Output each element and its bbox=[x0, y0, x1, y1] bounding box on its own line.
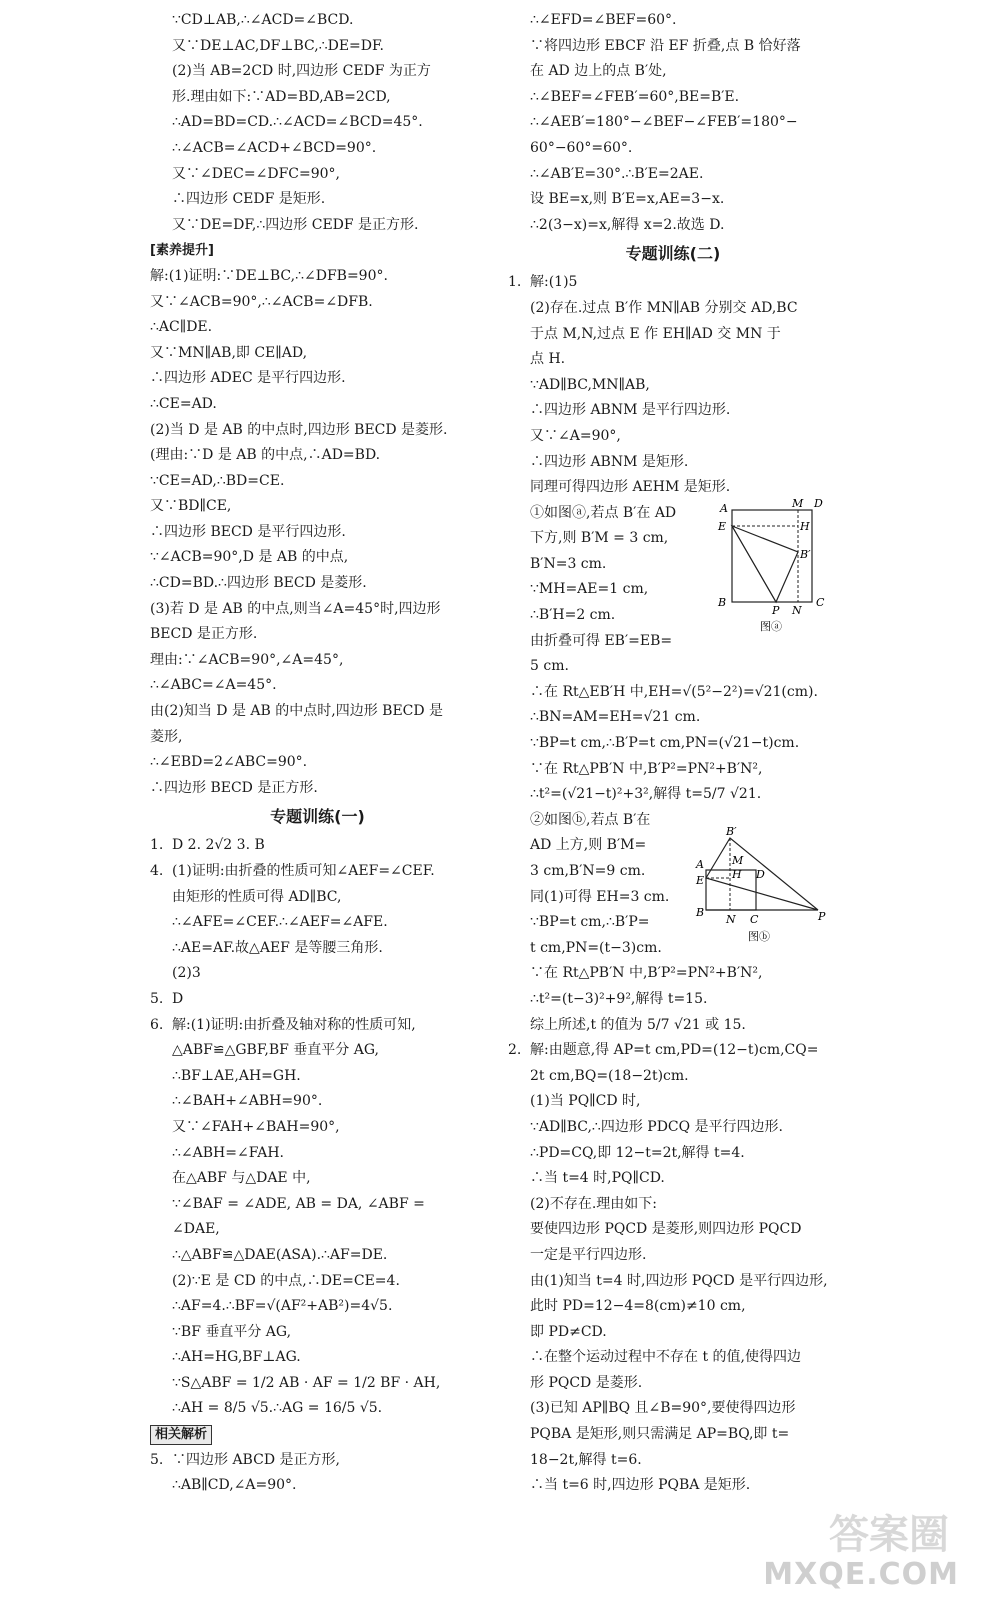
text-line bbox=[508, 450, 838, 476]
line-text: ∴BN=AM=EH=√21 cm. bbox=[530, 709, 701, 726]
text-line bbox=[508, 136, 838, 162]
line-text: (1)当 PQ∥CD 时, bbox=[530, 1093, 641, 1110]
line-text: 综上所述,t 的值为 5/7 √21 或 15. bbox=[530, 1016, 746, 1033]
text-line bbox=[150, 1038, 485, 1064]
line-text: 一定是平行四边形. bbox=[530, 1246, 647, 1263]
line-text: 由(1)知当 t=4 时,四边形 PQCD 是平行四边形, bbox=[530, 1272, 828, 1289]
line-text: ∵在 Rt△PB′N 中,B′P²=PN²+B′N², bbox=[530, 760, 763, 777]
text-line bbox=[150, 1192, 485, 1218]
text-line bbox=[508, 8, 838, 34]
figure-b bbox=[694, 826, 834, 944]
text-line bbox=[150, 418, 485, 444]
line-text: 点 H. bbox=[530, 351, 566, 368]
text-line bbox=[150, 1371, 485, 1397]
line-text: 解:由题意,得 AP=t cm,PD=(12−t)cm,CQ= bbox=[530, 1042, 819, 1059]
line-text: 又∵∠DEC=∠DFC=90°, bbox=[172, 165, 340, 182]
line-text: ∵在 Rt△PB′N 中,B′P²=PN²+B′N², bbox=[530, 965, 763, 982]
line-text: (2)不存在.理由如下: bbox=[530, 1195, 657, 1212]
fig-a-label-E: E bbox=[718, 520, 727, 533]
fig-b-label-H: H bbox=[732, 868, 742, 881]
line-text: 要使四边形 PQCD 是菱形,则四边形 PQCD bbox=[530, 1221, 802, 1238]
line-text: (1)证明:由折叠的性质可知∠AEF=∠CEF. bbox=[172, 863, 435, 879]
text-line bbox=[508, 187, 838, 213]
line-text: 由折叠可得 EB′=EB= bbox=[530, 632, 673, 649]
line-text: 由矩形的性质可得 AD∥BC, bbox=[172, 888, 342, 905]
text-line bbox=[150, 571, 485, 597]
line-text: ∴∠AEB′=180°−∠BEF−∠FEB′=180°− bbox=[530, 114, 798, 131]
line-text: (2)存在.过点 B′作 MN∥AB 分别交 AD,BC bbox=[530, 299, 798, 316]
text-line bbox=[508, 1038, 838, 1064]
text-line bbox=[150, 1243, 485, 1269]
fig-b-label-E: E bbox=[696, 874, 705, 887]
text-line bbox=[150, 494, 485, 520]
line-text: ∴AF=4.∴BF=√(AF²+AB²)=4√5. bbox=[172, 1298, 393, 1315]
text-line bbox=[508, 936, 710, 962]
text-line bbox=[150, 85, 485, 111]
text-line bbox=[150, 1294, 485, 1320]
text-line bbox=[150, 1448, 485, 1474]
section-tag: 相关解析 bbox=[150, 1425, 212, 1445]
text-line bbox=[150, 110, 485, 136]
fig-b-label-M: M bbox=[732, 854, 744, 867]
line-text: ∴在整个运动过程中不存在 t 的值,使得四边 bbox=[530, 1349, 801, 1366]
line-text: 理由:∵∠ACB=90°,∠A=45°, bbox=[150, 651, 344, 668]
text-line bbox=[508, 1396, 838, 1422]
text-line bbox=[150, 1013, 485, 1039]
line-text: ∴AB∥CD,∠A=90°. bbox=[172, 1477, 297, 1494]
line-text: ∴当 t=6 时,四边形 PQBA 是矩形. bbox=[530, 1477, 751, 1494]
line-text: ∴BF⊥AE,AH=GH. bbox=[172, 1067, 301, 1084]
line-text: ∴AH = 8/5 √5.∴AG = 16/5 √5. bbox=[172, 1400, 383, 1417]
line-text: 又∵DE⊥AC,DF⊥BC,∴DE=DF. bbox=[172, 37, 384, 54]
line-text: D bbox=[172, 990, 184, 1007]
line-text: 又∵∠A=90°, bbox=[530, 427, 621, 444]
line-text: ①如图ⓐ,若点 B′在 AD bbox=[530, 504, 677, 521]
line-text: ∴∠ABH=∠FAH. bbox=[172, 1144, 284, 1161]
line-text: ∵BF 垂直平分 AG, bbox=[172, 1323, 292, 1340]
line-text: ∠DAE, bbox=[172, 1221, 220, 1238]
text-line bbox=[508, 110, 838, 136]
text-line bbox=[508, 629, 710, 655]
text-line bbox=[150, 987, 485, 1013]
text-line bbox=[508, 424, 838, 450]
line-text: 设 BE=x,则 B′E=x,AE=3−x. bbox=[530, 191, 725, 208]
item-number: 4. bbox=[150, 863, 164, 879]
text-line bbox=[508, 1217, 838, 1243]
text-line bbox=[150, 1166, 485, 1192]
text-line bbox=[150, 290, 485, 316]
item-number: 1. bbox=[150, 837, 164, 854]
text-line bbox=[508, 1269, 838, 1295]
text-line bbox=[150, 1345, 485, 1371]
line-text: (2)当 D 是 AB 的中点时,四边形 BECD 是菱形. bbox=[150, 421, 448, 438]
line-text: ∴∠EFD=∠BEF=60°. bbox=[530, 12, 677, 28]
line-text: ∴四边形 ABNM 是矩形. bbox=[530, 453, 689, 470]
text-line bbox=[150, 34, 485, 60]
line-text: ∴AD=BD=CD.∴∠ACD=∠BCD=45°. bbox=[172, 114, 423, 131]
text-line bbox=[150, 315, 485, 341]
line-text: ∵MH=AE=1 cm, bbox=[530, 581, 649, 598]
text-line bbox=[508, 1243, 838, 1269]
text-line bbox=[508, 552, 710, 578]
text-line bbox=[150, 1473, 485, 1499]
line-text: t cm,PN=(t−3)cm. bbox=[530, 939, 662, 956]
line-text: 在△ABF 与△DAE 中, bbox=[172, 1170, 311, 1187]
section-title: 专题训练(二) bbox=[625, 244, 721, 264]
text-line bbox=[150, 725, 485, 751]
text-line bbox=[508, 731, 838, 757]
line-text: ∴AH=HG,BF⊥AG. bbox=[172, 1349, 301, 1366]
text-line bbox=[150, 1115, 485, 1141]
text-line bbox=[508, 987, 838, 1013]
text-line bbox=[150, 1396, 485, 1422]
text-line bbox=[508, 1192, 838, 1218]
fig-b-label-P: P bbox=[818, 910, 826, 923]
line-text: 形.理由如下:∵AD=BD,AB=2CD, bbox=[172, 88, 391, 105]
line-text: ∵∠BAF = ∠ADE, AB = DA, ∠ABF = bbox=[172, 1195, 425, 1212]
line-text: ∴四边形 BECD 是正方形. bbox=[150, 779, 318, 796]
fig-b-label-C: C bbox=[750, 913, 759, 926]
watermark-url: MXQE.COM bbox=[763, 1557, 959, 1592]
text-line bbox=[508, 885, 710, 911]
text-line bbox=[508, 705, 838, 731]
line-text: ∴∠AB′E=30°.∴B′E=2AE. bbox=[530, 165, 704, 182]
text-line bbox=[150, 648, 485, 674]
text-line bbox=[150, 936, 485, 962]
text-line bbox=[508, 1320, 838, 1346]
line-text: ∴四边形 BECD 是平行四边形. bbox=[150, 523, 346, 540]
line-text: 又∵BD∥CE, bbox=[150, 498, 232, 515]
text-line bbox=[508, 910, 710, 936]
text-line bbox=[508, 603, 710, 629]
fig-a-label-D: D bbox=[814, 498, 823, 510]
line-text: 同理可得四边形 AEHM 是矩形. bbox=[530, 479, 731, 496]
text-line bbox=[508, 577, 710, 603]
line-text: B′N=3 cm. bbox=[530, 555, 607, 572]
text-line bbox=[150, 1320, 485, 1346]
line-text: ∵AD∥BC,∴四边形 PDCQ 是平行四边形. bbox=[530, 1118, 784, 1135]
text-line bbox=[508, 501, 710, 527]
text-line bbox=[150, 341, 485, 367]
text-line bbox=[508, 1371, 838, 1397]
line-text: 由(2)知当 D 是 AB 的中点时,四边形 BECD 是 bbox=[150, 703, 444, 720]
line-text: 又∵∠ACB=90°,∴∠ACB=∠DFB. bbox=[150, 293, 373, 310]
line-text: ∴在 Rt△EB′H 中,EH=√(5²−2²)=√21(cm). bbox=[530, 683, 818, 700]
item-number: 1. bbox=[508, 274, 522, 291]
fig-b-label-Bprime: B′ bbox=[726, 826, 737, 838]
line-text: ∴∠AFE=∠CEF.∴∠AEF=∠AFE. bbox=[172, 914, 388, 931]
fig-b-label-N: N bbox=[726, 913, 736, 926]
text-line bbox=[150, 136, 485, 162]
fig-a-label-A: A bbox=[720, 502, 728, 515]
line-text: ∴∠EBD=2∠ABC=90°. bbox=[150, 754, 308, 771]
line-text: ∴AC∥DE. bbox=[150, 319, 213, 336]
fig-a-label-B: B bbox=[718, 596, 727, 609]
line-text: (理由:∵D 是 AB 的中点,∴AD=BD. bbox=[150, 447, 381, 464]
line-text: 解:(1)证明:由折叠及轴对称的性质可知, bbox=[172, 1016, 416, 1033]
line-text: 又∵∠FAH+∠BAH=90°, bbox=[172, 1118, 340, 1135]
fig-a-label-M: M bbox=[792, 498, 804, 510]
line-text: ∴PD=CQ,即 12−t=2t,解得 t=4. bbox=[530, 1144, 745, 1161]
line-text: ∵AD∥BC,MN∥AB, bbox=[530, 376, 650, 393]
text-line bbox=[150, 1217, 485, 1243]
text-line bbox=[150, 1089, 485, 1115]
line-text: 于点 M,N,过点 E 作 EH∥AD 交 MN 于 bbox=[530, 325, 781, 342]
fig-b-label-B: B bbox=[696, 906, 705, 919]
line-text: 同(1)可得 EH=3 cm. bbox=[530, 888, 670, 905]
text-line bbox=[508, 1448, 838, 1474]
line-text: ∵CE=AD,∴BD=CE. bbox=[150, 472, 285, 489]
figure-b-diagram bbox=[694, 826, 834, 944]
line-text: (3)若 D 是 AB 的中点,则当∠A=45°时,四边形 bbox=[150, 600, 441, 617]
line-text: 此时 PD=12−4=8(cm)≠10 cm, bbox=[530, 1298, 746, 1315]
section-tag-row bbox=[150, 1422, 485, 1448]
line-text: 解:(1)5 bbox=[530, 274, 578, 291]
section-tag: [素养提升] bbox=[150, 243, 214, 259]
item-number: 6. bbox=[150, 1016, 164, 1033]
line-text: 即 PD≠CD. bbox=[530, 1323, 607, 1340]
line-text: ∴∠ACB=∠ACD+∠BCD=90°. bbox=[172, 139, 377, 156]
line-text: ②如图ⓑ,若点 B′在 bbox=[530, 811, 651, 828]
item-number: 5. bbox=[150, 990, 164, 1007]
text-line bbox=[150, 910, 485, 936]
text-line bbox=[150, 1141, 485, 1167]
line-text: 2t cm,BQ=(18−2t)cm. bbox=[530, 1067, 689, 1084]
line-text: (2)当 AB=2CD 时,四边形 CEDF 为正方 bbox=[172, 63, 431, 80]
line-text: 形 PQCD 是菱形. bbox=[530, 1374, 643, 1391]
text-line bbox=[508, 1141, 838, 1167]
line-text: 菱形, bbox=[150, 728, 183, 745]
text-line bbox=[508, 808, 710, 834]
text-line bbox=[150, 859, 485, 885]
fig-a-label-Bprime: B′ bbox=[800, 548, 811, 561]
text-line bbox=[150, 622, 485, 648]
watermark bbox=[763, 1512, 969, 1594]
item-number: 5. bbox=[150, 1451, 164, 1468]
text-line bbox=[508, 1089, 838, 1115]
text-line bbox=[508, 1473, 838, 1499]
figure-a-diagram bbox=[714, 498, 830, 636]
text-line bbox=[150, 392, 485, 418]
item-number: 2. bbox=[508, 1042, 522, 1059]
text-line bbox=[508, 59, 838, 85]
text-line bbox=[150, 1269, 485, 1295]
text-line bbox=[150, 597, 485, 623]
text-line bbox=[508, 296, 838, 322]
text-line bbox=[508, 1345, 838, 1371]
text-line bbox=[508, 1013, 838, 1039]
line-text: 解:(1)证明:∵DE⊥BC,∴∠DFB=90°. bbox=[150, 267, 388, 284]
line-text: ∵将四边形 EBCF 沿 EF 折叠,点 B 恰好落 bbox=[530, 37, 801, 54]
text-line bbox=[508, 347, 838, 373]
line-text: 下方,则 B′M = 3 cm, bbox=[530, 530, 669, 547]
line-text: ∴2(3−x)=x,解得 x=2.故选 D. bbox=[530, 216, 725, 233]
text-line bbox=[508, 213, 838, 239]
text-line bbox=[150, 545, 485, 571]
line-text: ∴AE=AF.故△AEF 是等腰三角形. bbox=[172, 939, 383, 956]
line-text: ∴∠BEF=∠FEB′=60°,BE=B′E. bbox=[530, 88, 740, 105]
line-text: ∴四边形 ABNM 是平行四边形. bbox=[530, 402, 731, 419]
text-line bbox=[150, 8, 485, 34]
line-text: ∵∠ACB=90°,D 是 AB 的中点, bbox=[150, 549, 349, 566]
line-text: BECD 是正方形. bbox=[150, 626, 258, 643]
text-line bbox=[508, 1422, 838, 1448]
text-line bbox=[508, 680, 838, 706]
text-line bbox=[150, 187, 485, 213]
line-text: 又∵MN∥AB,即 CE∥AD, bbox=[150, 344, 308, 361]
line-text: ∴四边形 CEDF 是矩形. bbox=[172, 191, 326, 208]
text-line bbox=[508, 859, 710, 885]
text-line bbox=[508, 85, 838, 111]
text-line bbox=[508, 961, 838, 987]
line-text: ∴△ABF≌△DAE(ASA).∴AF=DE. bbox=[172, 1246, 388, 1263]
line-text: 3 cm,B′N=9 cm. bbox=[530, 863, 646, 879]
fig-a-label-P: P bbox=[772, 604, 780, 617]
text-line bbox=[508, 833, 710, 859]
text-line bbox=[150, 1064, 485, 1090]
text-line bbox=[150, 162, 485, 188]
line-text: ∴B′H=2 cm. bbox=[530, 607, 616, 624]
line-text: ∴t²=(√21−t)²+3²,解得 t=5/7 √21. bbox=[530, 786, 762, 803]
line-text: ∴∠BAH+∠ABH=90°. bbox=[172, 1093, 323, 1110]
text-line bbox=[508, 322, 838, 348]
line-text: △ABF≌△GBF,BF 垂直平分 AG, bbox=[172, 1042, 379, 1059]
text-line bbox=[150, 750, 485, 776]
line-text: 18−2t,解得 t=6. bbox=[530, 1451, 642, 1468]
text-line bbox=[150, 885, 485, 911]
figure-a bbox=[714, 498, 830, 636]
line-text: 在 AD 边上的点 B′处, bbox=[530, 63, 667, 80]
text-line bbox=[508, 1294, 838, 1320]
line-text: (2)∵E 是 CD 的中点,∴DE=CE=4. bbox=[172, 1272, 400, 1289]
text-line bbox=[508, 1166, 838, 1192]
line-text: (2)3 bbox=[172, 965, 201, 982]
line-text: 5 cm. bbox=[530, 658, 569, 675]
left-column bbox=[150, 8, 485, 1499]
line-text: ∴CD=BD.∴四边形 BECD 是菱形. bbox=[150, 575, 367, 592]
text-line bbox=[150, 443, 485, 469]
text-line bbox=[150, 961, 485, 987]
text-line bbox=[508, 270, 838, 296]
fig-a-label-C: C bbox=[816, 596, 825, 609]
fig-b-label-A: A bbox=[696, 858, 704, 871]
text-line bbox=[150, 699, 485, 725]
text-line bbox=[150, 776, 485, 802]
line-text: ∵CD⊥AB,∴∠ACD=∠BCD. bbox=[172, 12, 354, 28]
line-text: ∵BP=t cm,∴B′P=t cm,PN=(√21−t)cm. bbox=[530, 735, 800, 752]
fig-a-caption: 图ⓐ bbox=[760, 620, 782, 633]
line-text: D 2. 2√2 3. B bbox=[172, 837, 265, 854]
text-line bbox=[150, 833, 485, 859]
line-text: ∵S△ABF = 1/2 AB · AF = 1/2 BF · AH, bbox=[172, 1374, 441, 1391]
line-text: ∵BP=t cm,∴B′P= bbox=[530, 914, 650, 931]
line-text: ∴当 t=4 时,PQ∥CD. bbox=[530, 1170, 665, 1187]
text-line bbox=[150, 520, 485, 546]
fig-b-label-D: D bbox=[756, 868, 765, 881]
text-line bbox=[150, 673, 485, 699]
text-line bbox=[150, 366, 485, 392]
line-text: 又∵DE=DF,∴四边形 CEDF 是正方形. bbox=[172, 216, 419, 233]
text-line bbox=[508, 526, 710, 552]
text-line bbox=[508, 34, 838, 60]
text-line bbox=[508, 782, 838, 808]
line-text: ∴∠ABC=∠A=45°. bbox=[150, 677, 277, 694]
section-title: 专题训练(一) bbox=[270, 807, 365, 827]
text-line bbox=[508, 1115, 838, 1141]
text-line bbox=[508, 1064, 838, 1090]
line-text: (3)已知 AP∥BQ 且∠B=90°,要使得四边形 bbox=[530, 1400, 796, 1417]
text-line bbox=[508, 654, 710, 680]
text-line bbox=[150, 469, 485, 495]
fig-a-label-H: H bbox=[800, 520, 810, 533]
fig-a-label-N: N bbox=[792, 604, 802, 617]
line-text: ∵四边形 ABCD 是正方形, bbox=[172, 1451, 340, 1468]
section-tag-row bbox=[150, 238, 485, 264]
text-line bbox=[508, 475, 838, 501]
line-text: AD 上方,则 B′M= bbox=[530, 837, 647, 854]
text-line bbox=[508, 162, 838, 188]
text-line bbox=[508, 398, 838, 424]
watermark-logo-text: 答案圈 bbox=[829, 1512, 949, 1558]
line-text: ∴四边形 ADEC 是平行四边形. bbox=[150, 370, 346, 387]
line-text: 60°−60°=60°. bbox=[530, 139, 633, 156]
text-line bbox=[150, 264, 485, 290]
fig-b-caption: 图ⓑ bbox=[748, 930, 770, 943]
text-line bbox=[150, 59, 485, 85]
line-text: PQBA 是矩形,则只需满足 AP=BQ,即 t= bbox=[530, 1426, 790, 1443]
right-column bbox=[508, 8, 838, 1499]
text-line bbox=[508, 757, 838, 783]
text-line bbox=[150, 213, 485, 239]
line-text: ∴t²=(t−3)²+9²,解得 t=15. bbox=[530, 990, 708, 1007]
line-text: ∴CE=AD. bbox=[150, 395, 217, 412]
text-line bbox=[508, 373, 838, 399]
